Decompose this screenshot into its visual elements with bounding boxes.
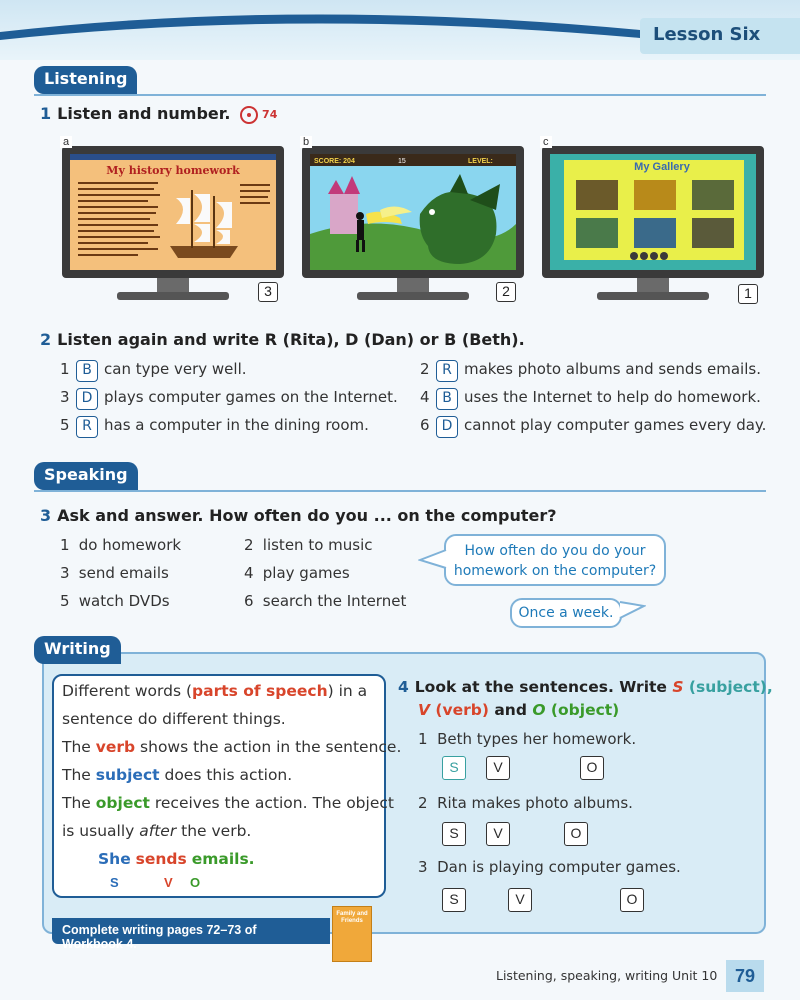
- bubble-tail: [618, 600, 646, 622]
- rule-line: The verb shows the action in the sentence.: [62, 738, 402, 756]
- game-score: SCORE: 204: [314, 158, 355, 165]
- exercise-2-heading: [40, 330, 525, 349]
- cd-icon[interactable]: [240, 106, 258, 124]
- label-s: S: [110, 875, 119, 890]
- list-item: 2 Rita makes photo albums.: [418, 794, 633, 812]
- answer-box[interactable]: B: [436, 388, 458, 410]
- answer-box-c[interactable]: 1: [738, 284, 758, 304]
- exercise-number: 3: [40, 506, 52, 525]
- monitor-c: [542, 136, 764, 306]
- monitor-screen-history: [70, 154, 276, 270]
- answer-box[interactable]: R: [436, 360, 458, 382]
- picture-letter: a: [60, 136, 72, 148]
- rule-line: Different words (parts of speech) in a: [62, 682, 368, 700]
- svo-box-v[interactable]: V: [486, 756, 510, 780]
- workbook-banner: Complete writing pages 72–73 of Workbook 4.: [52, 918, 330, 944]
- footer-section: Listening, speaking, writing: [496, 968, 669, 983]
- game-counter: 15: [398, 158, 406, 165]
- monitor-neck: [157, 278, 189, 292]
- monitor-neck: [637, 278, 669, 292]
- monitor-screen-gallery: [550, 154, 756, 270]
- answer-box-b[interactable]: 2: [496, 282, 516, 302]
- section-tab-writing: Writing: [34, 636, 121, 664]
- answer-box[interactable]: R: [76, 416, 98, 438]
- exercise-1-heading: [40, 104, 277, 124]
- answer-box-a[interactable]: 3: [258, 282, 278, 302]
- rule-line: sentence do different things.: [62, 710, 286, 728]
- section-rule: [34, 490, 766, 492]
- list-item: 4 B uses the Internet to help do homework.: [420, 388, 761, 410]
- bubble-tail: [418, 548, 448, 572]
- exercise-4-heading-cont: V (verb) and O (object): [418, 701, 620, 719]
- picture-letter: c: [540, 136, 552, 148]
- picture-letter: b: [300, 136, 312, 148]
- list-item: 6 search the Internet: [244, 592, 407, 610]
- svo-box-s[interactable]: S: [442, 822, 466, 846]
- section-tab-listening: Listening: [34, 66, 137, 94]
- footer-unit: Unit 10: [672, 968, 718, 983]
- exercise-number: 1: [40, 104, 52, 123]
- svo-box-v[interactable]: V: [486, 822, 510, 846]
- photo-gallery-illustration: [550, 154, 756, 270]
- bubble-line: How often do you do your: [464, 543, 646, 559]
- rule-line: The object receives the action. The object: [62, 794, 394, 812]
- exercise-number: 2: [40, 330, 52, 349]
- game-level: LEVEL:: [468, 158, 493, 165]
- screen-title: My history homework: [106, 164, 240, 177]
- exercise-title: Ask and answer. How often do you ... on the computer?: [57, 506, 557, 525]
- example-sentence: She sends emails.: [98, 850, 255, 868]
- track-number: 74: [262, 108, 278, 121]
- list-item: 2 R makes photo albums and sends emails.: [420, 360, 761, 382]
- exercise-4-heading: 4 Look at the sentences. Write S (subject),: [398, 678, 773, 696]
- dragon-game-illustration: [310, 154, 516, 270]
- rule-line: The subject does this action.: [62, 766, 293, 784]
- exercise-3-heading: [40, 506, 557, 525]
- list-item: 1 Beth types her homework.: [418, 730, 637, 748]
- svo-box-s[interactable]: S: [442, 756, 466, 780]
- bubble-line: homework on the computer?: [453, 563, 657, 579]
- monitor-a: [62, 136, 284, 306]
- answer-box[interactable]: D: [436, 416, 458, 438]
- answer-box[interactable]: B: [76, 360, 98, 382]
- exercise-title: Listen again and write R (Rita), D (Dan) or B (Beth).: [57, 330, 525, 349]
- list-item: 3 D plays computer games on the Internet.: [60, 388, 398, 410]
- list-item: 3 send emails: [60, 564, 169, 582]
- svo-box-v[interactable]: V: [508, 888, 532, 912]
- monitor-screen-game: [310, 154, 516, 270]
- history-homework-illustration: [70, 154, 276, 270]
- lesson-title: Lesson Six: [653, 24, 761, 45]
- svo-box-o[interactable]: O: [580, 756, 604, 780]
- monitor-base: [357, 292, 469, 300]
- page-number: 79: [726, 960, 764, 992]
- label-v: V: [164, 875, 173, 890]
- workbook-cover-icon: [332, 906, 372, 962]
- answer-speech-bubble: Once a week.: [510, 598, 622, 628]
- label-o: O: [190, 875, 201, 890]
- list-item: 4 play games: [244, 564, 350, 582]
- monitor-base: [117, 292, 229, 300]
- svo-box-o[interactable]: O: [564, 822, 588, 846]
- list-item: 1 do homework: [60, 536, 182, 554]
- list-item: 5 R has a computer in the dining room.: [60, 416, 369, 438]
- section-tab-speaking: Speaking: [34, 462, 138, 490]
- rule-line: is usually after the verb.: [62, 822, 252, 840]
- monitor-b: [302, 136, 524, 306]
- list-item: 5 watch DVDs: [60, 592, 170, 610]
- list-item: 6 D cannot play computer games every day.: [420, 416, 766, 438]
- list-item: 2 listen to music: [244, 536, 373, 554]
- exercise-title: Listen and number.: [57, 104, 231, 123]
- monitor-neck: [397, 278, 429, 292]
- svo-box-s[interactable]: S: [442, 888, 466, 912]
- list-item: 3 Dan is playing computer games.: [418, 858, 681, 876]
- answer-box[interactable]: D: [76, 388, 98, 410]
- section-rule: [34, 94, 766, 96]
- gallery-title: My Gallery: [634, 161, 690, 173]
- book-title: Family and Friends: [336, 911, 368, 924]
- monitor-base: [597, 292, 709, 300]
- question-speech-bubble: [444, 534, 666, 586]
- exercise-number: 4: [398, 678, 409, 696]
- list-item: 1 B can type very well.: [60, 360, 247, 382]
- svo-box-o[interactable]: O: [620, 888, 644, 912]
